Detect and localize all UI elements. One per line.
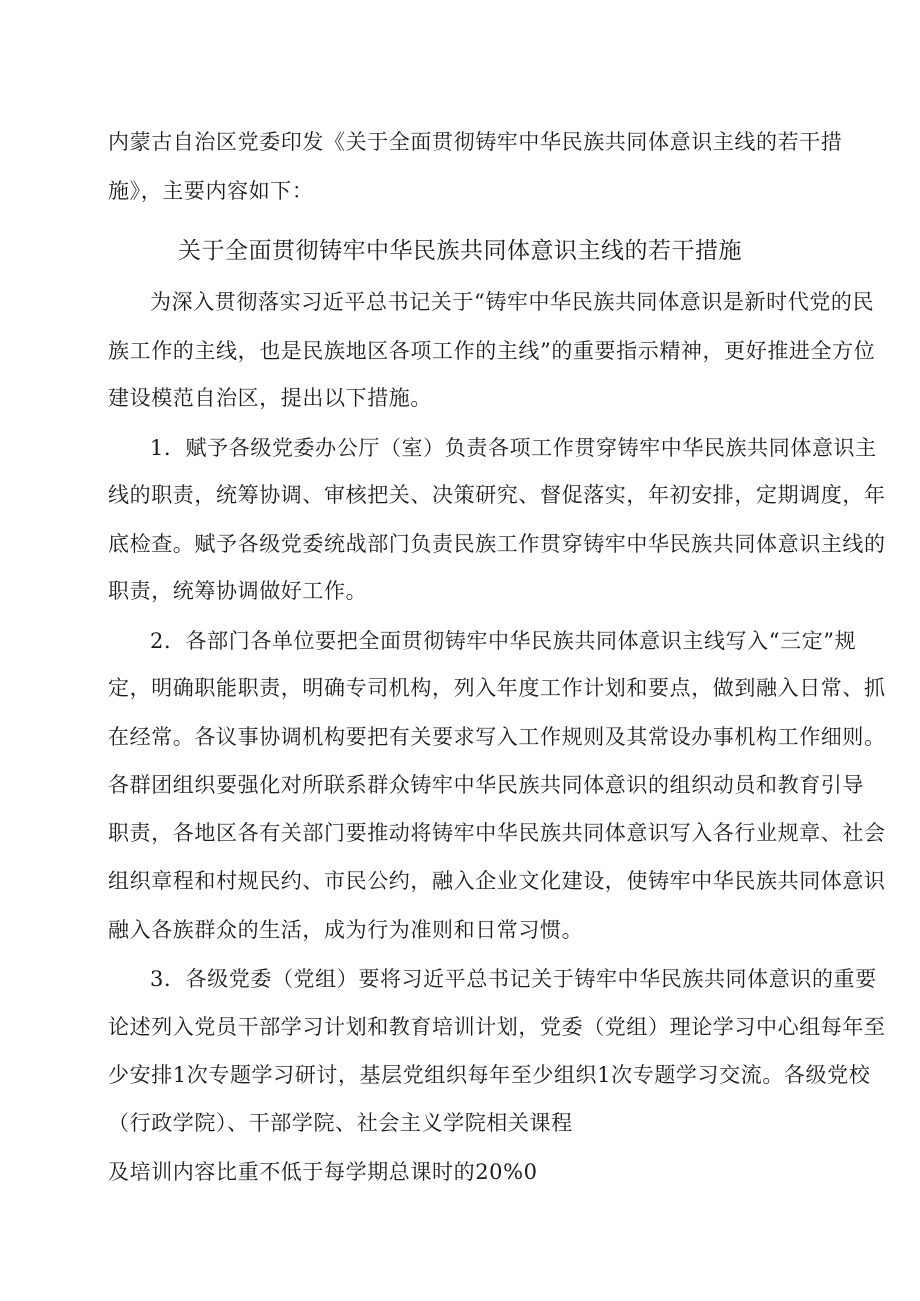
preamble-line-3: 建设模范自治区，提出以下措施。 [108,386,432,410]
item3-line-1: 3．各级党委（党组）要将习近平总书记关于铸牢中华民族共同体意识的重要 [150,967,877,991]
item2-line-7: 融入各族群众的生活，成为行为准则和日常习惯。 [108,918,584,942]
item1-line-2: 线的职责，统筹协调、审核把关、决策研究、督促落实，年初安排，定期调度，年 [108,483,886,507]
item2-line-3: 在经常。各议事协调机构要把有关要求写入工作规则及其常设办事机构工作细则。 [108,725,886,749]
item2-line-5: 职责，各地区各有关部门要推动将铸牢中华民族共同体意识写入各行业规章、社会 [108,821,886,845]
document-title: 关于全面贯彻铸牢中华民族共同体意识主线的若干措施 [178,238,742,264]
intro-line-1: 内蒙古自治区党委印发《关于全面贯彻铸牢中华民族共同体意识主线的若干措 [108,130,843,154]
item3-line-5: 及培训内容比重不低于每学期总课时的20%0 [108,1160,538,1184]
item3-line-4: （行政学院）、干部学院、社会主义学院相关课程 [108,1111,573,1135]
item1-line-1: 1．赋予各级党委办公厅（室）负责各项工作贯穿铸牢中华民族共同体意识主 [150,436,877,460]
item3-line-3: 少安排1次专题学习研讨，基层党组织每年至少组织1次专题学习交流。各级党校 [108,1063,871,1087]
item1-line-3: 底检查。赋予各级党委统战部门负责民族工作贯穿铸牢中华民族共同体意识主线的 [108,532,886,556]
item2-line-6: 组织章程和村规民约、市民公约，融入企业文化建设，使铸牢中华民族共同体意识 [108,869,886,893]
item3-line-2: 论述列入党员干部学习计划和教育培训计划，党委（党组）理论学习中心组每年至 [108,1015,886,1039]
item2-line-1: 2．各部门各单位要把全面贯彻铸牢中华民族共同体意识主线写入“三定”规 [150,629,857,653]
item1-line-4: 职责，统筹协调做好工作。 [108,579,368,603]
item2-line-4: 各群团组织要强化对所联系群众铸牢中华民族共同体意识的组织动员和教育引导 [108,773,864,797]
intro-line-2: 施》，主要内容如下： [108,179,314,203]
preamble-line-2: 族工作的主线，也是民族地区各项工作的主线”的重要指示精神，更好推进全方位 [108,339,876,363]
preamble-line-1: 为深入贯彻落实习近平总书记关于“铸牢中华民族共同体意识是新时代党的民 [150,290,875,314]
item2-line-2: 定，明确职能职责，明确专司机构，列入年度工作计划和要点，做到融入日常、抓 [108,676,886,700]
